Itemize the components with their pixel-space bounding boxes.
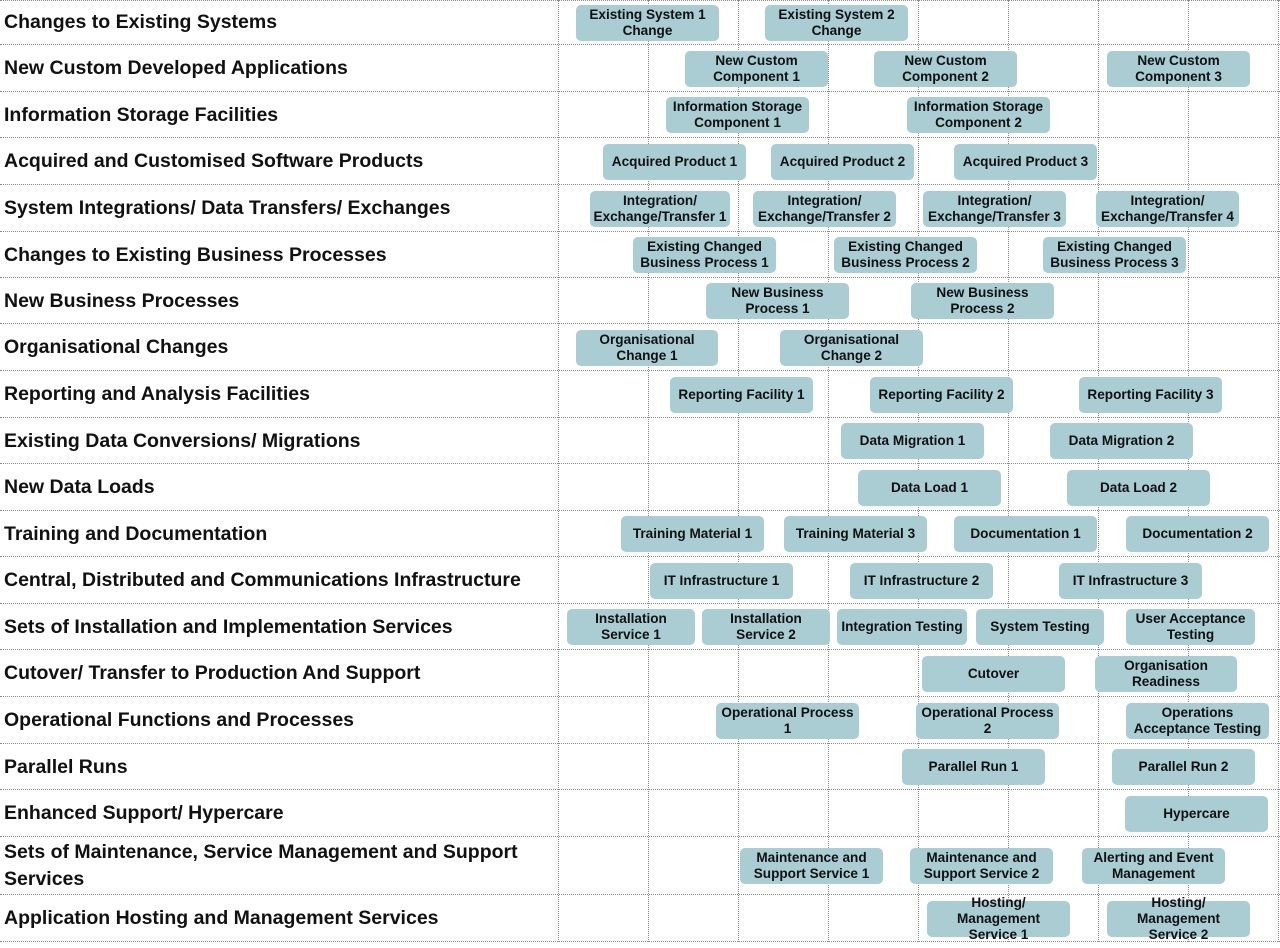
work-item-box: New Custom Component 1 <box>685 51 828 87</box>
work-item-box: Training Material 1 <box>621 516 764 552</box>
work-item-box: New Custom Component 2 <box>874 51 1017 87</box>
row-label: Information Storage Facilities <box>4 103 279 126</box>
row-label: Cutover/ Transfer to Production And Support <box>4 662 421 684</box>
work-item-box: Acquired Product 3 <box>954 144 1097 180</box>
work-item-box: Integration/ Exchange/Transfer 3 <box>923 191 1066 227</box>
grid-column-line <box>558 0 559 942</box>
work-item-box: Documentation 2 <box>1126 516 1269 552</box>
row-label: Enhanced Support/ Hypercare <box>4 802 284 824</box>
row-label: Central, Distributed and Communications Infrastructure <box>4 569 521 591</box>
work-item-box: Data Load 2 <box>1067 470 1210 506</box>
row-label: Changes to Existing Business Processes <box>4 243 387 266</box>
work-item-box: Reporting Facility 2 <box>870 377 1013 413</box>
grid-column-line <box>828 0 829 942</box>
work-item-box: Data Migration 2 <box>1050 423 1193 459</box>
work-item-box: Maintenance and Support Service 1 <box>740 848 883 884</box>
work-item-box: Operational Process 2 <box>916 703 1059 739</box>
work-item-box: Operational Process 1 <box>716 703 859 739</box>
work-item-box: Reporting Facility 1 <box>670 377 813 413</box>
row-label: Reporting and Analysis Facilities <box>4 383 310 405</box>
work-item-box: User Acceptance Testing <box>1126 609 1255 645</box>
work-item-box: Integration/ Exchange/Transfer 4 <box>1096 191 1239 227</box>
row-label: Organisational Changes <box>4 336 229 358</box>
work-item-box: System Testing <box>976 609 1104 645</box>
work-item-box: Reporting Facility 3 <box>1079 377 1222 413</box>
work-item-box: Acquired Product 2 <box>771 144 914 180</box>
work-item-box: Existing System 2 Change <box>765 5 908 41</box>
row-label: Changes to Existing Systems <box>4 11 278 33</box>
work-item-box: New Business Process 2 <box>911 283 1054 319</box>
row-label: Sets of Installation and Implementation Services <box>4 615 453 638</box>
work-item-box: Information Storage Component 1 <box>666 97 809 133</box>
row-label: Operational Functions and Processes <box>4 709 355 731</box>
row-label: Acquired and Customised Software Products <box>4 150 424 172</box>
row-label: Existing Data Conversions/ Migrations <box>4 429 361 452</box>
row-label: New Business Processes <box>4 289 240 312</box>
row-label: Sets of Maintenance, Service Management and Support Services <box>4 841 518 890</box>
work-item-box: Acquired Product 1 <box>603 144 746 180</box>
work-item-box: New Business Process 1 <box>706 283 849 319</box>
work-item-box: Installation Service 2 <box>702 609 830 645</box>
work-item-box: Data Load 1 <box>858 470 1001 506</box>
work-item-box: Integration Testing <box>837 609 967 645</box>
work-item-box: Hypercare <box>1125 796 1268 832</box>
grid-column-line <box>738 0 739 942</box>
work-item-box: Existing Changed Business Process 3 <box>1043 237 1186 273</box>
work-item-box: Existing Changed Business Process 1 <box>633 237 776 273</box>
grid-column-line <box>1278 0 1279 942</box>
work-item-box: Hosting/ Management Service 2 <box>1107 901 1250 937</box>
row-label: New Data Loads <box>4 476 155 498</box>
work-item-box: Documentation 1 <box>954 516 1097 552</box>
work-item-box: Integration/ Exchange/Transfer 2 <box>753 191 896 227</box>
work-item-box: Hosting/ Management Service 1 <box>927 901 1070 937</box>
work-item-box: Installation Service 1 <box>567 609 695 645</box>
work-item-box: Parallel Run 1 <box>902 749 1045 785</box>
work-item-box: Maintenance and Support Service 2 <box>910 848 1053 884</box>
work-item-box: New Custom Component 3 <box>1107 51 1250 87</box>
grid-column-line <box>648 0 649 942</box>
work-item-box: Organisational Change 2 <box>780 330 923 366</box>
row-label: System Integrations/ Data Transfers/ Exchanges <box>4 197 451 219</box>
work-item-box: Alerting and Event Management <box>1082 848 1225 884</box>
work-item-box: Training Material 3 <box>784 516 927 552</box>
work-item-box: Operations Acceptance Testing <box>1126 703 1269 739</box>
work-item-box: Information Storage Component 2 <box>907 97 1050 133</box>
work-item-box: Existing System 1 Change <box>576 5 719 41</box>
work-item-box: IT Infrastructure 1 <box>650 563 793 599</box>
work-item-box: Existing Changed Business Process 2 <box>834 237 977 273</box>
work-item-box: Organisation Readiness <box>1095 656 1237 692</box>
work-item-box: Organisational Change 1 <box>576 330 718 366</box>
work-item-box: Integration/ Exchange/Transfer 1 <box>590 191 730 227</box>
row-label: Parallel Runs <box>4 755 128 778</box>
work-item-box: Data Migration 1 <box>841 423 984 459</box>
work-item-box: Cutover <box>922 656 1065 692</box>
grid-column-line <box>1008 0 1009 942</box>
work-item-box: Parallel Run 2 <box>1112 749 1255 785</box>
row-label: Application Hosting and Management Services <box>4 907 439 929</box>
work-item-box: IT Infrastructure 3 <box>1059 563 1202 599</box>
row-label: New Custom Developed Applications <box>4 57 348 79</box>
work-item-box: IT Infrastructure 2 <box>850 563 993 599</box>
row-label: Training and Documentation <box>4 522 268 545</box>
